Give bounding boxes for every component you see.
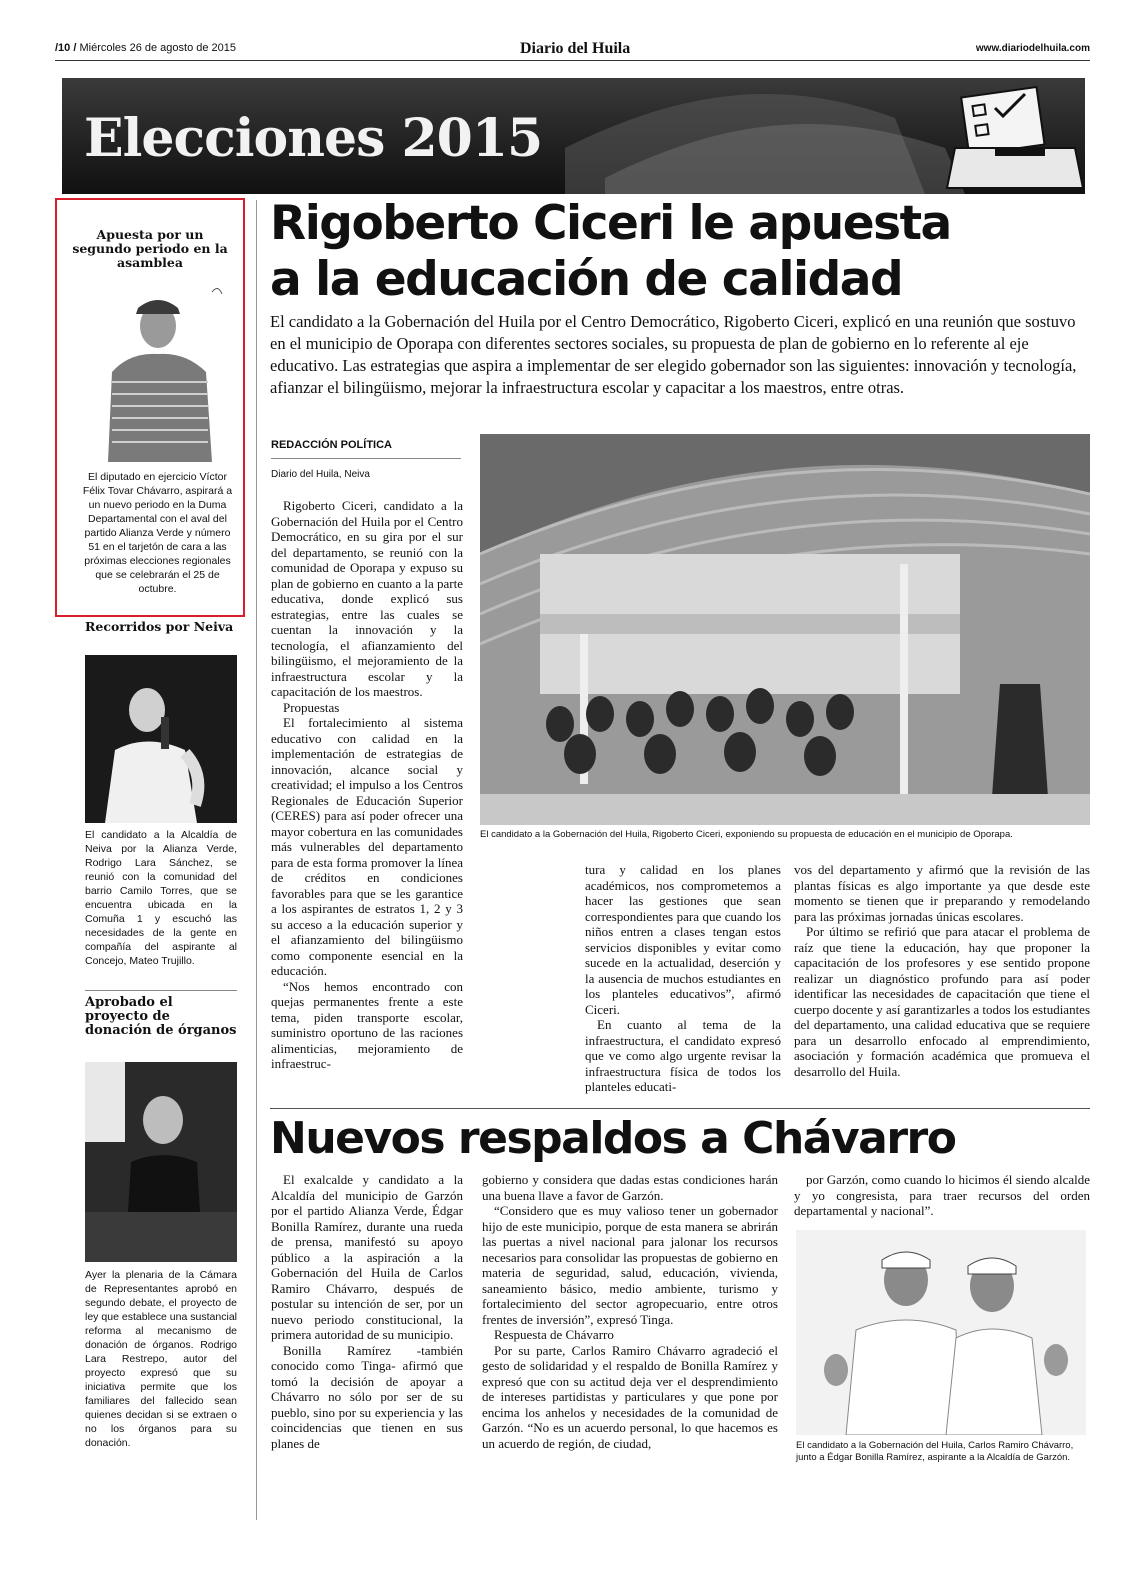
- meeting-photo-caption: El candidato a la Gobernación del Huila, Rigoberto Ciceri, exponiendo su propuesta de educación en el municipio de Oporapa.: [480, 829, 1013, 840]
- ballot-box-graphic: [565, 78, 1085, 194]
- article2-paragraph: Por su parte, Carlos Ramiro Chávarro agradeció el gesto de solidaridad y el respaldo de Bonilla Ramírez y expresó que con su actitud deja ver el desprendimiento de intereses partidistas y particulares y que pone por encima los anhelos y necesidades de la comunidad de Garzón. “No es un acuerdo personal, lo que hacemos es un acuerdo de región, de ciudad,: [482, 1342, 778, 1451]
- meeting-photo: [480, 434, 1090, 825]
- header-rule: [55, 60, 1090, 61]
- article1-dateline: Diario del Huila, Neiva: [271, 469, 370, 480]
- article2-column2: [482, 1172, 778, 1451]
- article1-paragraph: Rigoberto Ciceri, candidato a la Gobernación del Huila por el Centro Democrático, en su gira por el sur del departamento, se reunió con la comunidad de Oporapa y expuso su plan de gobierno en cuanto a la parte educativa, donde explicó sus estrategias, entre las cuales se cuentan la innovación y la tecnología, el afianzamiento del bilingüismo, el mejoramiento de la infraestructura escolar y la capacitación de los maestros.: [271, 498, 463, 699]
- page-header: [55, 40, 1090, 60]
- banner-title: Elecciones 2015: [84, 108, 543, 169]
- article2-paragraph: gobierno y considera que dadas estas condiciones harán una buena llave a favor de Garzón.: [482, 1172, 778, 1203]
- candidates-photo: [796, 1230, 1086, 1435]
- article2-column3: [794, 1172, 1090, 1219]
- sidebar-box1-text: El diputado en ejercicio Víctor Félix Tovar Chávarro, aspirará a un nuevo periodo en la Duma Departamental con el aval del partido Alianza Verde y número 51 en el tarjetón de cara a las próximas elecciones regionales que se celebrarán el 25 de octubre.: [82, 471, 233, 595]
- article2-subhead: Respuesta de Chávarro: [494, 1327, 614, 1342]
- website-link[interactable]: www.diariodelhuila.com: [975, 43, 1090, 54]
- sidebar-box1-headline: Apuesta por un segundo periodo en la asamblea: [72, 227, 228, 270]
- sidebar-column-rule: [256, 200, 257, 1520]
- article1-column2: [585, 862, 781, 1095]
- article1-paragraph: El fortalecimiento al sistema educativo con calidad en la implementación de estrategias de innovación, alcance social y creatividad; el impulso a los Centros Regionales de Educación Superior (CERES) para así poder ofrecer una mayor cobertura en las comunidades más vulnerables del departamento para de esta forma promover la línea de créditos en condiciones favorables para que se les garantice a los aspirantes de estratos 1, 2 y 3 su acceso a la educación superior y el afianzamiento del bilingüismo como componente esencial en la educación.: [271, 715, 463, 978]
- article1-paragraph: vos del departamento y afirmó que la revisión de las plantas físicas es algo importante ya que desde este momento se tienen que ir preparando y remodelando para las próximas jornadas únicas escolares.: [794, 862, 1090, 924]
- candidate-speaking-photo: [85, 655, 237, 823]
- article1-subhead: Propuestas: [283, 699, 340, 715]
- byline-rule: [271, 458, 461, 459]
- article1-column1: [271, 498, 463, 1072]
- article2-paragraph: “Considero que es muy valioso tener un gobernador hijo de este municipio, porque de esta manera se abrirán las puertas a nivel nacional para jalonar los recursos necesarios para consolidar las propuestas de gobierno en materia de seguridad, salud, educación, vivienda, saneamiento básico, medio ambiente, turismo y fortalecimiento del sector agropecuario, entre otros frentes de inversión”, expresó Tinga.: [482, 1203, 778, 1327]
- congress-photo: [85, 1062, 237, 1262]
- article2-paragraph: por Garzón, como cuando lo hicimos él siendo alcalde y yo congresista, para traer recursos del orden departamental y nacional”.: [794, 1172, 1090, 1218]
- article1-paragraph: “Nos hemos encontrado con quejas permanentes frente a este tema, piden transporte escolar, suministro oportuno de las raciones alimenticias, mejoramiento de infraestruc-: [271, 978, 463, 1071]
- sidebar-box3-text: Ayer la plenaria de la Cámara de Representantes aprobó en segundo debate, el proyecto de ley que establece una sustancial reforma al mecanismo de donación de órganos. Rodrigo Lara Restrepo, autor del proyecto expresó que su iniciativa permite que los familiares del fallecido sean quienes decidan si se extraen o no los órganos para su donación.: [85, 1269, 237, 1449]
- article2-headline: Nuevos respaldos a Chávarro: [270, 1113, 956, 1164]
- article1-headline-line1: Rigoberto Ciceri le apuesta: [270, 196, 951, 251]
- article-divider: [270, 1108, 1090, 1109]
- article2-paragraph: Bonilla Ramírez -también conocido como Tinga- afirmó que tomó la decisión de apoyar a Chávarro no sólo por ser de su pueblo, sino por su experiencia y las coincidencias que tienen en sus planes de: [271, 1342, 463, 1451]
- article2-column1: [271, 1172, 463, 1451]
- candidates-photo-caption: El candidato a la Gobernación del Huila, Carlos Ramiro Chávarro, junto a Édgar Bonilla Ramírez, aspirante a la Alcaldía de Garzón.: [796, 1440, 1074, 1463]
- article1-headline-line2: a la educación de calidad: [270, 252, 903, 307]
- article1-paragraph: Por último se refirió que para atacar el problema de raíz que tiene la educación, hay que proponer la capacitación de los profesores y ese sentido propone realizar un diagnóstico profundo para así poder identificar las necesidades de capacitación que tiene el cuerpo docente y así garantizarles a todos los estudiantes del departamento, una calidad educativa que se requiere para un desarrollo enfocado al emprendimiento, asociación y formación académica que promueva el desarrollo del Huila.: [794, 924, 1091, 1079]
- article1-paragraph: En cuanto al tema de la infraestructura, el candidato expresó que ve como algo urgente revisar la infraestructura física de todos los planteles educati-: [585, 1017, 781, 1094]
- candidate-portrait-1: [90, 282, 228, 462]
- sidebar-box2-text: El candidato a la Alcaldía de Neiva por la Alianza Verde, Rodrigo Lara Sánchez, se reunió con la comunidad del barrio Camilo Torres, que se encuentra ubicada en la Comuña 1 y escuchó las necesidades de la gente en compañía del aspirante al Concejo, Mateo Trujillo.: [85, 829, 237, 967]
- sidebar-divider: [85, 990, 237, 991]
- article2-paragraph: El exalcalde y candidato a la Alcaldía del municipio de Garzón por el partido Alianza Verde, Édgar Bonilla Ramírez, durante una rueda de prensa, manifestó su apoyo público a la aspiración a la Gobernación del Huila de Carlos Ramiro Chávarro, después de postular su intención de ser, por un nuevo periodo constitucional, la primera autoridad de su municipio.: [271, 1172, 463, 1342]
- sidebar-box2-headline: Recorridos por Neiva: [85, 619, 234, 634]
- page-number: /10 /: [55, 42, 77, 54]
- article1-paragraph: tura y calidad en los planes académicos, nos comprometemos a hacer las gestiones que sean correspondientes para que cuando los niños entren a clases tengan estos servicios disponibles y evitar como sucede en la actualidad, deserción y la ausencia de muchos estudiantes en los planteles educativos”, afirmó Ciceri.: [585, 862, 781, 1017]
- article1-column3: [794, 862, 1090, 1079]
- article1-headline: [270, 196, 951, 308]
- paper-name: Diario del Huila: [520, 40, 631, 57]
- article1-lead: El candidato a la Gobernación del Huila por el Centro Democrático, Rigoberto Ciceri, explicó en una reunión que sostuvo en el municipio de Oporapa con diferentes sectores sociales, su propuesta de plan de gobierno en lo referente al eje educativo. Las estrategias que aspira a implementar de ser elegido gobernador son las siguientes: innovación y tecnología, afianzar el bilingüismo, mejorar la infraestructura escolar y capacitar a los maestros, entre otras.: [270, 312, 1077, 397]
- issue-date: Miércoles 26 de agosto de 2015: [79, 42, 237, 54]
- section-banner: [62, 78, 1085, 194]
- article1-byline: REDACCIÓN POLÍTICA: [271, 439, 392, 451]
- folio: [55, 42, 236, 54]
- sidebar-box3-headline: Aprobado el proyecto de donación de órganos: [85, 995, 237, 1038]
